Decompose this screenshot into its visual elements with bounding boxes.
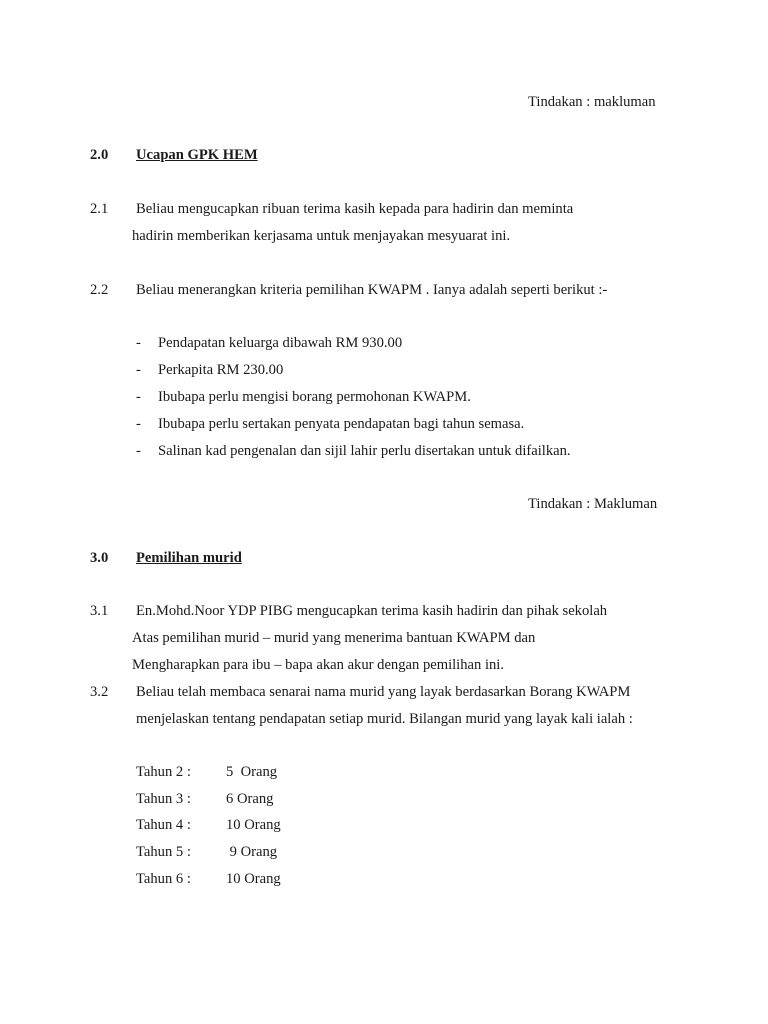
tahun-label: Tahun 6 : xyxy=(136,871,191,887)
item-2-1-line-2: hadirin memberikan kerjasama untuk menjayakan mesyuarat ini. xyxy=(132,228,511,244)
bullet-dash: - xyxy=(136,416,141,432)
item-2-1-number: 2.1 xyxy=(90,201,109,217)
tahun-value: 10 Orang xyxy=(226,871,281,887)
tahun-label: Tahun 3 : xyxy=(136,791,191,807)
tahun-value: 9 Orang xyxy=(226,844,278,860)
tahun-value: 5 Orang xyxy=(226,764,278,780)
bullet-text: Perkapita RM 230.00 xyxy=(158,362,284,378)
bullet-text: Ibubapa perlu sertakan penyata pendapatan bagi tahun semasa. xyxy=(158,416,525,432)
item-3-1-line-3: Mengharapkan para ibu – bapa akan akur dengan pemilihan ini. xyxy=(132,657,505,673)
item-3-1-line-1: En.Mohd.Noor YDP PIBG mengucapkan terima kasih hadirin dan pihak sekolah xyxy=(136,603,608,619)
item-3-1-number: 3.1 xyxy=(90,603,109,619)
item-2-2-number: 2.2 xyxy=(90,282,109,298)
item-3-2-line-2: menjelaskan tentang pendapatan setiap murid. Bilangan murid yang layak kali ialah : xyxy=(136,711,633,727)
tahun-label: Tahun 5 : xyxy=(136,844,191,860)
bullet-dash: - xyxy=(136,389,141,405)
bullet-dash: - xyxy=(136,335,141,351)
action-note-makluman-2: Tindakan : Makluman xyxy=(528,496,658,512)
section-2-title: Ucapan GPK HEM xyxy=(136,147,258,163)
bullet-text: Pendapatan keluarga dibawah RM 930.00 xyxy=(158,335,403,351)
section-3-title: Pemilihan murid xyxy=(136,550,242,566)
item-3-2-line-1: Beliau telah membaca senarai nama murid yang layak berdasarkan Borang KWAPM xyxy=(136,684,631,700)
bullet-text: Ibubapa perlu mengisi borang permohonan KWAPM. xyxy=(158,389,471,405)
bullet-text: Salinan kad pengenalan dan sijil lahir perlu disertakan untuk difailkan. xyxy=(158,443,571,459)
item-3-1-line-2: Atas pemilihan murid – murid yang menerima bantuan KWAPM dan xyxy=(132,630,536,646)
section-2-number: 2.0 xyxy=(90,147,109,163)
action-note-makluman: Tindakan : makluman xyxy=(528,94,656,110)
bullet-dash: - xyxy=(136,362,141,378)
tahun-label: Tahun 4 : xyxy=(136,817,191,833)
tahun-value: 6 Orang xyxy=(226,791,274,807)
item-2-2-line-1: Beliau menerangkan kriteria pemilihan KWAPM . Ianya adalah seperti berikut :- xyxy=(136,282,608,298)
section-3-number: 3.0 xyxy=(90,550,109,566)
item-2-1-line-1: Beliau mengucapkan ribuan terima kasih kepada para hadirin dan meminta xyxy=(136,201,574,217)
bullet-dash: - xyxy=(136,443,141,459)
tahun-label: Tahun 2 : xyxy=(136,764,191,780)
tahun-value: 10 Orang xyxy=(226,817,281,833)
item-3-2-number: 3.2 xyxy=(90,684,109,700)
